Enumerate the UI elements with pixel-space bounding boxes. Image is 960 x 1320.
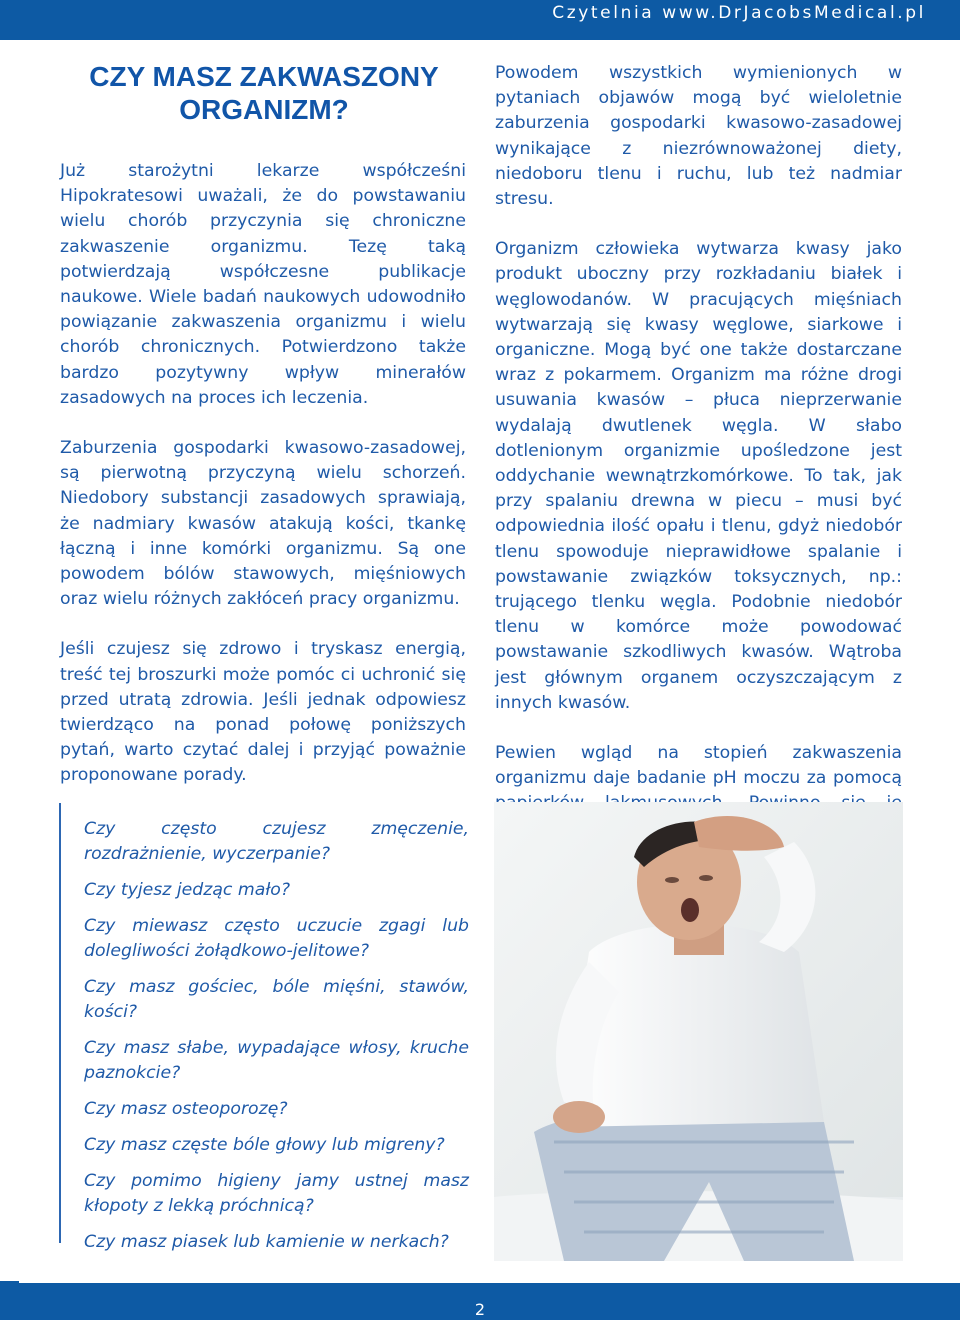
- question-item: Czy masz osteoporozę?: [84, 1099, 288, 1119]
- paragraph: Powodem wszystkich wymienionych w pytaniach objawów mogą być wieloletnie zaburzenia gospodarki kwasowo-zasadowej wynikające z niezrównoważonej diety, niedoboru tlenu i ruchu, lub też nadmiar stresu.: [495, 63, 902, 210]
- question-item: Czy masz słabe, wypadające włosy, kruche paznokcie?: [84, 1038, 469, 1083]
- tired-man-illustration: [494, 802, 903, 1261]
- question-item: Czy miewasz często uczucie zgagi lub dolegliwości żołądkowo-jelitowe?: [84, 916, 469, 961]
- question-item: Czy masz piasek lub kamienie w nerkach?: [84, 1232, 449, 1252]
- question-item: Czy masz gościec, bóle mięśni, stawów, kości?: [84, 977, 469, 1022]
- page-title: CZY MASZ ZAKWASZONY ORGANIZM?: [89, 61, 439, 125]
- site-name[interactable]: Czytelnia www.DrJacobsMedical.pl: [552, 3, 926, 23]
- paragraph: Zaburzenia gospodarki kwasowo-zasadowej, są pierwotną przyczyną wielu schorzeń. Niedobory substancji zasadowych sprawiają, że nadmiary kwasów atakują kości, tkankę łączną i inne komórki organizmu. Są one powodem bólów stawowych, mięśniowych oraz wielu różnych zakłóceń pracy organizmu.: [60, 438, 466, 610]
- left-column: [60, 159, 466, 789]
- tired-man-photo: [494, 802, 903, 1261]
- questions-list: [84, 817, 469, 1266]
- paragraph: Już starożytni lekarze współcześni Hipokratesowi uważali, że do powstawaniu wielu chorób przyczynia się chroniczne zakwaszenie organizmu. Tezę taką potwierdzają współczesne publikacje naukowe. Wiele badań naukowych udowodniło powiązanie zakwaszenia organizmu i wielu chorób chronicznych. Potwierdzono także bardzo pozytywny wpływ minerałów zasadowych na proces ich leczenia.: [60, 161, 466, 408]
- right-column: [495, 61, 902, 842]
- question-item: Czy tyjesz jedząc mało?: [84, 880, 291, 900]
- header-bar: [0, 0, 960, 40]
- questions-box: [59, 803, 470, 1252]
- question-item: Czy masz częste bóle głowy lub migreny?: [84, 1135, 445, 1155]
- paragraph: Organizm człowieka wytwarza kwasy jako produkt uboczny przy rozkładaniu białek i węglowodanów. W pracujących mięśniach wytwarzają się kwasy węglowe, siarkowe i organiczne. Mogą być one także dostarczane wraz z pokarmem. Organizm ma różne drogi usuwania kwasów – płuca nieprzerwanie wydalają dwutlenek węgla. W słabo dotlenionym organizmie upośledzone jest oddychanie wewnątrzkomórkowe. To tak, jak przy spalaniu drewna w piecu – musi być odpowiednia ilość opału i tlenu, gdyż niedobór tlenu spowoduje nieprawidłowe spalanie i powstawanie związków toksycznych, np.: trującego tlenku węgla. Podobnie niedobór tlenu w komórce może powodować powstawanie szkodliwych kwasów. Wątroba jest głównym organem oczyszczającym z innych kwasów.: [495, 239, 902, 713]
- footer-bar: [0, 1283, 960, 1320]
- question-item: Czy często czujesz zmęczenie, rozdrażnienie, wyczerpanie?: [84, 819, 469, 864]
- page-number: 2: [474, 1300, 486, 1319]
- paragraph: Jeśli czujesz się zdrowo i tryskasz energią, treść tej broszurki może pomóc ci uchronić się przed utratą zdrowia. Jeśli jednak odpowiesz twierdząco na ponad połowę poniższych pytań, warto czytać dalej i przyjąć poważnie proponowane porady.: [60, 639, 466, 786]
- question-item: Czy pomimo higieny jamy ustnej masz kłopoty z lekką próchnicą?: [84, 1171, 469, 1216]
- paragraph: Pewien wgląd na stopień zakwaszenia organizmu daje badanie pH moczu za pomocą: [495, 743, 902, 789]
